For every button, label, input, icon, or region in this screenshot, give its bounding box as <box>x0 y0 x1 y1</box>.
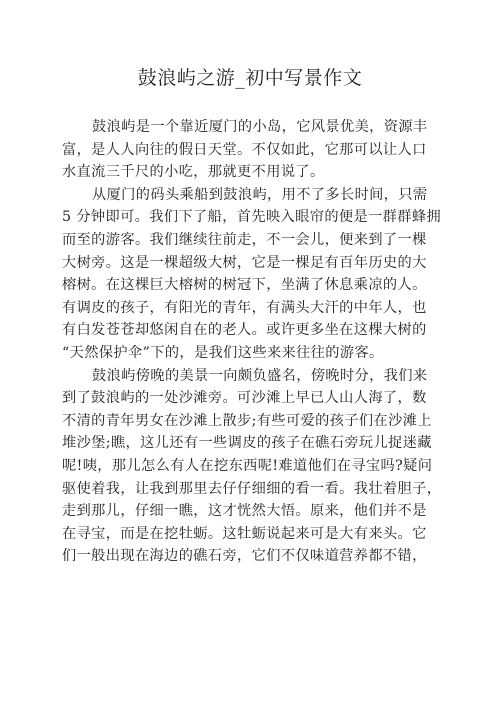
paragraph-1 <box>62 116 430 184</box>
paragraph-3-line-7: 走到那儿，仔细一瞧，这才恍然大悟。原来，他们并不是 <box>62 503 427 520</box>
paragraph-3-line-9: 们一般出现在海边的礁石旁，它们不仅味道营养都不错， <box>62 548 427 565</box>
paragraph-1-line-1: 鼓浪屿是一个靠近厦门的小岛，它风景优美，资源丰 <box>92 119 428 135</box>
page-title: 鼓浪屿之游_初中写景作文 <box>137 67 363 89</box>
paragraph-2-line-1: 从厦门的码头乘船到鼓浪屿，用不了多长时间，只需 <box>92 186 428 203</box>
paragraph-3-line-5: 呢!咦，那儿怎么有人在挖东西呢!难道他们在寻宝吗?疑问 <box>62 457 433 474</box>
paragraph-3-line-2: 到了鼓浪屿的一处沙滩旁。可沙滩上早已人山人海了，数 <box>62 390 427 407</box>
paragraph-3-line-8: 在寻宝，而是在挖牡蛎。这牡蛎说起来可是大有来头。它 <box>62 525 427 542</box>
paragraph-3-line-4: 堆沙堡;瞧，这儿还有一些调皮的孩子在礁石旁玩儿捉迷藏 <box>62 435 432 452</box>
paragraph-2-line-2: 5 分钟即可。我们下了船，首先映入眼帘的便是一群群蜂拥 <box>62 209 442 226</box>
paragraph-3-line-3: 不清的青年男女在沙滩上散步;有些可爱的孩子们在沙滩上 <box>62 412 432 429</box>
paragraph-2-line-5: 榕树。在这棵巨大榕树的树冠下，坐满了休息乘凉的人。 <box>62 277 427 294</box>
paragraph-2-line-6: 有调皮的孩子，有阳光的青年，有满头大汗的中年人，也 <box>62 299 427 316</box>
paragraph-1-line-2: 富，是人人向往的假日天堂。不仅如此，它那可以让人口 <box>62 141 427 158</box>
paragraph-2-line-8: “天然保护伞”下的，是我们这些来来往往的游客。 <box>62 344 384 361</box>
paragraph-3-line-1: 鼓浪屿傍晚的美景一向颇负盛名，傍晚时分，我们来 <box>92 367 428 384</box>
article-body <box>62 116 442 568</box>
paragraph-1-line-3: 水直流三千尺的小吃，那就更不用说了。 <box>62 164 325 181</box>
paragraph-3 <box>62 365 442 568</box>
paragraph-2-line-4: 大树旁。这是一棵超级大树，它是一棵足有百年历史的大 <box>62 254 427 271</box>
paragraph-3-line-6: 驱使着我，让我到那里去仔仔细细的看一看。我壮着胆子， <box>62 480 442 497</box>
paragraph-2-line-3: 而至的游客。我们继续往前走，不一会儿，便来到了一棵 <box>62 231 427 248</box>
paragraph-2 <box>62 184 442 365</box>
paragraph-2-line-7: 有白发苍苍却悠闲自在的老人。或许更多坐在这棵大树的 <box>62 322 427 339</box>
